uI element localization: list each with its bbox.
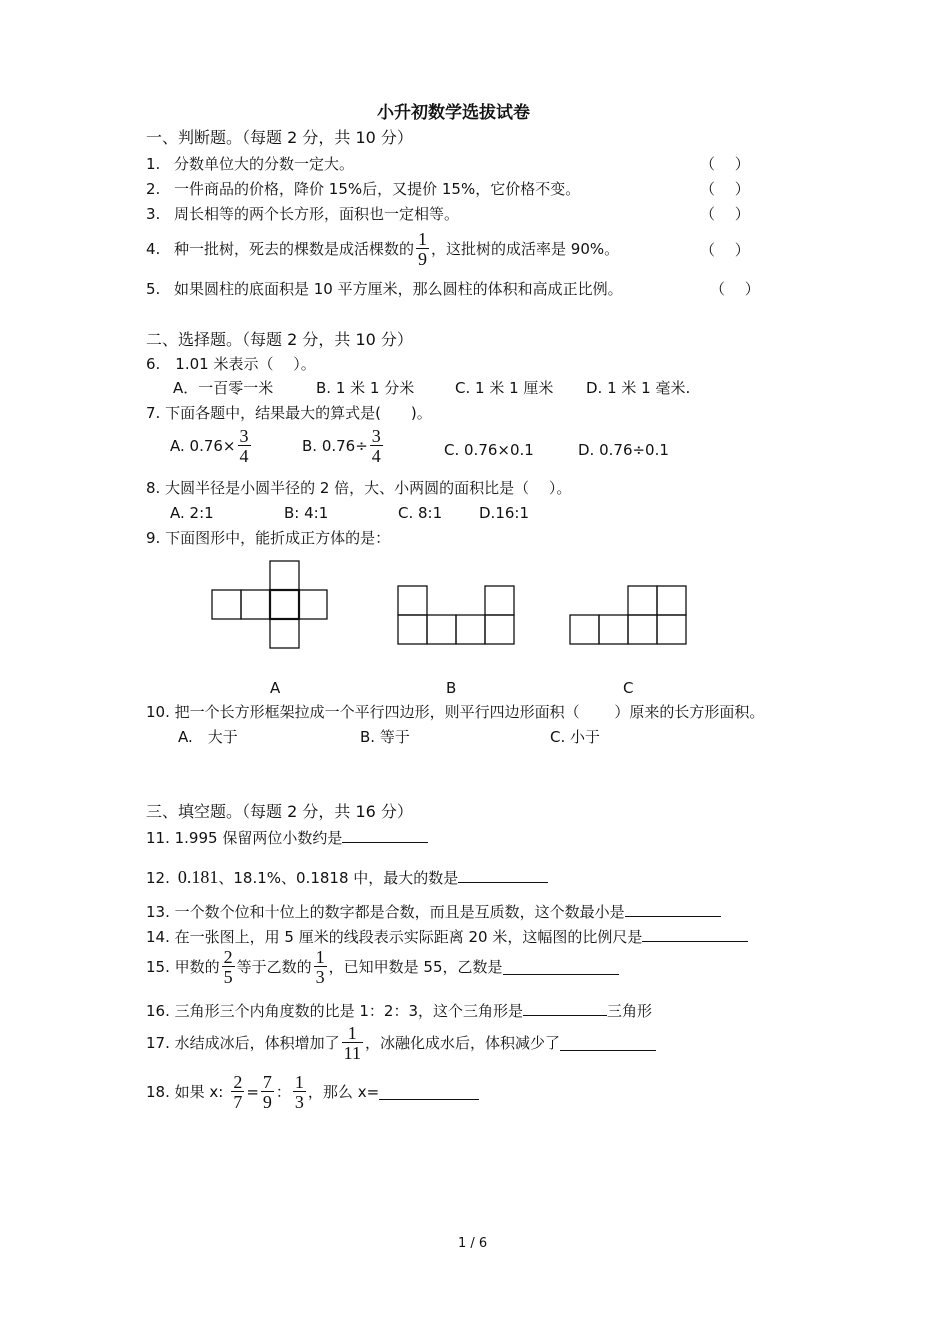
- section3-heading: 三、填空题。（每题 2 分，共 16 分）: [146, 802, 413, 821]
- q4-text-after: ，这批树的成活率是 90%。: [431, 240, 620, 258]
- page-title: 小升初数学选拔试卷: [377, 103, 530, 123]
- page-number: 1 / 6: [458, 1236, 488, 1251]
- net-a-square: [270, 619, 299, 648]
- net-b-square: [485, 586, 514, 615]
- q12-text: 、18.1%、0.1818 中，最大的数是: [218, 869, 459, 887]
- q15-answer-blank[interactable]: [503, 960, 619, 975]
- q18-answer-blank[interactable]: [379, 1085, 479, 1100]
- q11-answer-blank[interactable]: [342, 828, 428, 843]
- q10-stem: 10. 把一个长方形框架拉成一个平行四边形，则平行四边形面积（ ）原来的长方形面积。: [146, 703, 765, 721]
- q17-post: ，冰融化成水后，体积减少了: [364, 1034, 560, 1052]
- q7-b-denominator: 4: [371, 446, 381, 466]
- net-b-square: [485, 615, 514, 644]
- q18-f1-denominator: 7: [233, 1092, 243, 1112]
- q3-text: 周长相等的两个长方形，面积也一定相等。: [174, 205, 460, 223]
- net-a-square: [241, 590, 270, 619]
- q12-repeating-decimal: 0.181: [177, 867, 219, 887]
- net-a-square: [212, 590, 241, 619]
- q7-b-numerator: 3: [371, 426, 381, 446]
- q8-option-a[interactable]: A. 2:1: [170, 504, 214, 522]
- q1-number: 1.: [146, 155, 161, 173]
- q6-option-b[interactable]: B. 1 米 1 分米: [316, 379, 415, 397]
- q1-text: 分数单位大的分数一定大。: [174, 155, 355, 173]
- q4-frac-denominator: 9: [418, 249, 428, 269]
- q15-fraction-2: [314, 948, 327, 986]
- q6-option-a[interactable]: A．一百零一米: [173, 379, 274, 397]
- q6-stem: 6. 1.01 米表示（ ）。: [146, 355, 316, 373]
- q5-number: 5.: [146, 280, 161, 298]
- net-c-square: [657, 615, 686, 644]
- q17-denominator: 11: [343, 1043, 361, 1063]
- q18-pre: 18. 如果 x:: [146, 1083, 224, 1101]
- q8-option-d[interactable]: D.16:1: [479, 504, 530, 522]
- q15-mid: 等于乙数的: [236, 958, 312, 976]
- q16-pre: 16. 三角形三个内角度数的比是 1：2：3，这个三角形是: [146, 1002, 524, 1020]
- net-b-square: [398, 615, 427, 644]
- section2-heading: 二、选择题。（每题 2 分，共 10 分）: [146, 330, 413, 349]
- q14-line: [146, 927, 748, 946]
- net-c-square: [628, 586, 657, 615]
- q16-line: [146, 1001, 652, 1020]
- net-b[interactable]: [398, 586, 514, 644]
- net-a-square: [270, 561, 299, 590]
- q7-option-c[interactable]: C. 0.76×0.1: [444, 441, 534, 459]
- q11-line: [146, 828, 428, 847]
- q15-f1-numerator: 2: [223, 947, 233, 967]
- net-a[interactable]: [212, 561, 327, 648]
- q18-equals: =: [246, 1083, 259, 1101]
- q7-a-numerator: 3: [239, 426, 249, 446]
- q9-stem: 9. 下面图形中，能折成正方体的是：: [146, 529, 391, 547]
- q5-text: 如果圆柱的底面积是 10 平方厘米，那么圆柱的体积和高成正比例。: [174, 280, 623, 298]
- net-b-label: B: [446, 679, 457, 697]
- q7-a-denominator: 4: [239, 446, 249, 466]
- net-b-square: [398, 586, 427, 615]
- q12-answer-blank[interactable]: [458, 868, 548, 883]
- q3-answer-bracket[interactable]: （ ）: [700, 205, 750, 223]
- q11-text: 11. 1.995 保留两位小数约是: [146, 829, 343, 847]
- net-b-square: [427, 615, 456, 644]
- q4-frac-numerator: 1: [418, 229, 428, 249]
- net-a-label: A: [270, 679, 281, 697]
- q18-fraction-1: [231, 1073, 244, 1111]
- q15-line: [146, 948, 619, 986]
- q10-option-b[interactable]: B. 等于: [360, 728, 410, 746]
- q6-option-c[interactable]: C. 1 米 1 厘米: [455, 379, 554, 397]
- q17-pre: 17. 水结成冰后，体积增加了: [146, 1034, 340, 1052]
- q5-answer-bracket[interactable]: （ ）: [710, 280, 760, 298]
- q4-number: 4.: [146, 240, 161, 258]
- q15-fraction-1: [222, 948, 235, 986]
- q8-option-c[interactable]: C. 8:1: [398, 504, 443, 522]
- net-a-square: [270, 590, 299, 619]
- net-c-label: C: [623, 679, 634, 697]
- q18-f3-denominator: 3: [294, 1092, 304, 1112]
- q4-answer-bracket[interactable]: （ ）: [700, 241, 750, 259]
- q6-option-d[interactable]: D. 1 米 1 毫米.: [586, 379, 691, 397]
- q4-text-before: 种一批树，死去的棵数是成活棵数的: [174, 240, 415, 258]
- q7-option-d[interactable]: D. 0.76÷0.1: [578, 441, 669, 459]
- q16-post: 三角形: [607, 1002, 653, 1020]
- q15-pre: 15. 甲数的: [146, 958, 220, 976]
- q14-answer-blank[interactable]: [642, 927, 748, 942]
- q7-option-a-prefix: A. 0.76×: [170, 437, 236, 455]
- q18-f2-denominator: 9: [262, 1092, 272, 1112]
- net-c-square: [628, 615, 657, 644]
- q15-f1-denominator: 5: [223, 967, 233, 987]
- q13-answer-blank[interactable]: [625, 902, 721, 917]
- net-a-square: [299, 590, 327, 619]
- q2-answer-bracket[interactable]: （ ）: [700, 180, 750, 198]
- q2-number: 2.: [146, 180, 161, 198]
- q18-line: [146, 1073, 479, 1111]
- q15-f2-denominator: 3: [315, 967, 325, 987]
- q7-stem: 7. 下面各题中，结果最大的算式是( )。: [146, 404, 432, 422]
- net-c-square: [570, 615, 599, 644]
- net-c[interactable]: [570, 586, 686, 644]
- q12-line: [146, 867, 548, 889]
- net-b-square: [456, 615, 485, 644]
- q15-post: ，已知甲数是 55，乙数是: [328, 958, 503, 976]
- q16-answer-blank[interactable]: [523, 1001, 607, 1016]
- q17-fraction: [342, 1024, 363, 1062]
- q10-option-a[interactable]: A. 大于: [178, 728, 238, 746]
- q17-line: [146, 1024, 656, 1062]
- q10-option-c[interactable]: C. 小于: [550, 728, 601, 746]
- q17-numerator: 1: [347, 1023, 357, 1043]
- q14-text: 14. 在一张图上，用 5 厘米的线段表示实际距离 20 米，这幅图的比例尺是: [146, 928, 643, 946]
- q13-text: 13. 一个数个位和十位上的数字都是合数，而且是互质数，这个数最小是: [146, 903, 625, 921]
- q18-f3-numerator: 1: [294, 1072, 304, 1092]
- q18-post: ，那么 x=: [307, 1083, 380, 1101]
- net-c-square: [657, 586, 686, 615]
- q18-f2-numerator: 7: [262, 1072, 272, 1092]
- q2-text: 一件商品的价格，降价 15%后，又提价 15%，它价格不变。: [174, 180, 581, 198]
- q8-stem: 8. 大圆半径是小圆半径的 2 倍，大、小两圆的面积比是（ ）。: [146, 479, 572, 497]
- q13-line: [146, 902, 721, 921]
- q8-option-b[interactable]: B: 4:1: [284, 504, 329, 522]
- q18-colon: ：: [275, 1083, 291, 1101]
- q3-number: 3.: [146, 205, 161, 223]
- net-c-square: [599, 615, 628, 644]
- q18-fraction-3: [293, 1073, 306, 1111]
- q18-f1-numerator: 2: [233, 1072, 243, 1092]
- q17-answer-blank[interactable]: [560, 1036, 656, 1051]
- q12-number: 12.: [146, 869, 170, 887]
- q1-answer-bracket[interactable]: （ ）: [700, 155, 750, 173]
- q15-f2-numerator: 1: [315, 947, 325, 967]
- q7-option-b-prefix: B. 0.76÷: [302, 437, 368, 455]
- section1-heading: 一、判断题。（每题 2 分，共 10 分）: [146, 128, 413, 147]
- q18-fraction-2: [261, 1073, 274, 1111]
